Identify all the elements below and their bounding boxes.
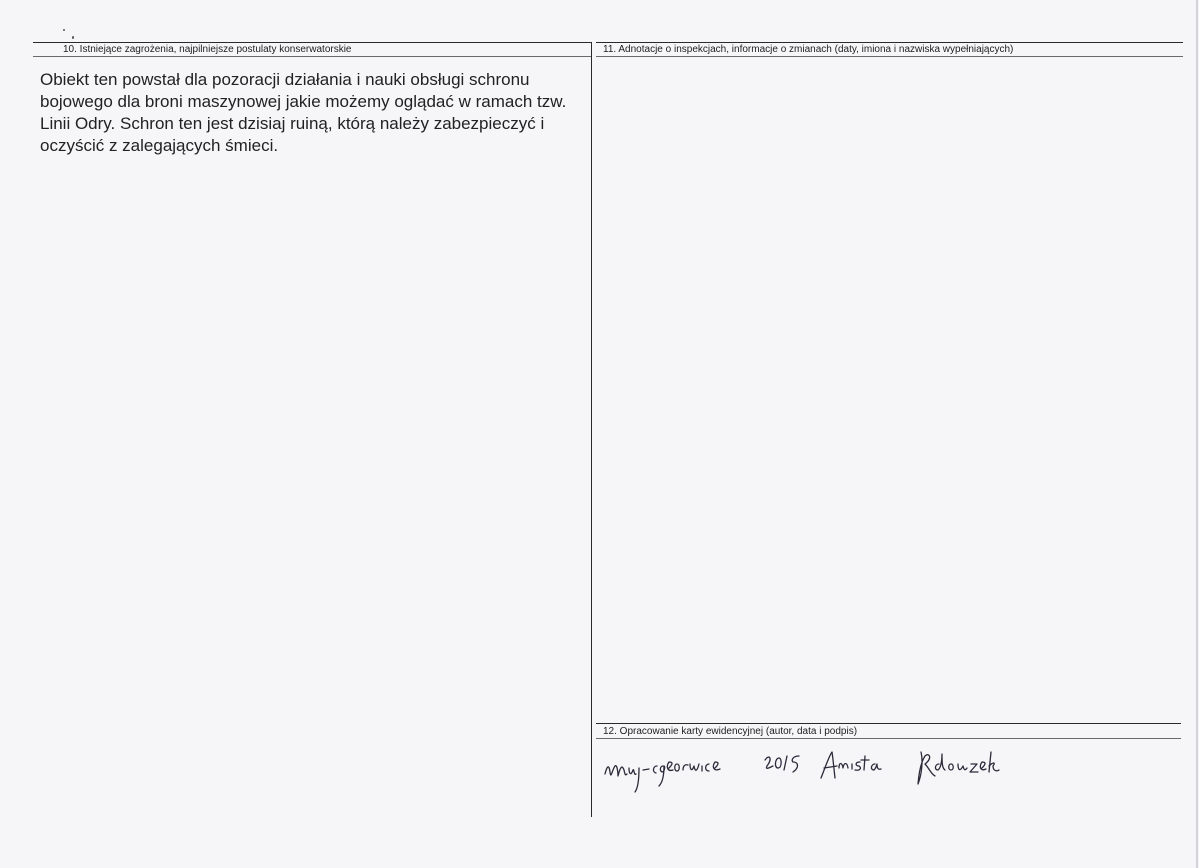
column-divider (591, 42, 592, 817)
top-rule-right (596, 42, 1183, 43)
handwritten-signature (603, 748, 1033, 798)
section-11-header: 11. Adnotacje o inspekcjach, informacje o zmianach (daty, imiona i nazwiska wypełniających) (603, 44, 1014, 55)
top-rule-left (33, 42, 591, 43)
scan-edge (1196, 0, 1198, 868)
section-10-header: 10. Istniejące zagrożenia, najpilniejsze postulaty konserwatorskie (63, 44, 352, 55)
scan-speck (63, 29, 65, 31)
section-12-top-rule (596, 723, 1181, 724)
section-12-header: 12. Opracowanie karty ewidencyjnej (autor, data i podpis) (603, 726, 858, 737)
scan-speck (72, 36, 74, 39)
section-10-text: Obiekt ten powstał dla pozoracji działania i nauki obsługi schronu bojowego dla broni maszynowej jakie możemy oglądać w ramach tzw. Linii Odry. Schron ten jest dzisiaj ruiną, którą należy zabezpieczyć i oczyścić z zalegających śmieci. (40, 70, 567, 155)
section-12-header-rule (596, 738, 1181, 739)
section-10-header-rule (33, 56, 591, 57)
section-11-header-rule (596, 56, 1183, 57)
